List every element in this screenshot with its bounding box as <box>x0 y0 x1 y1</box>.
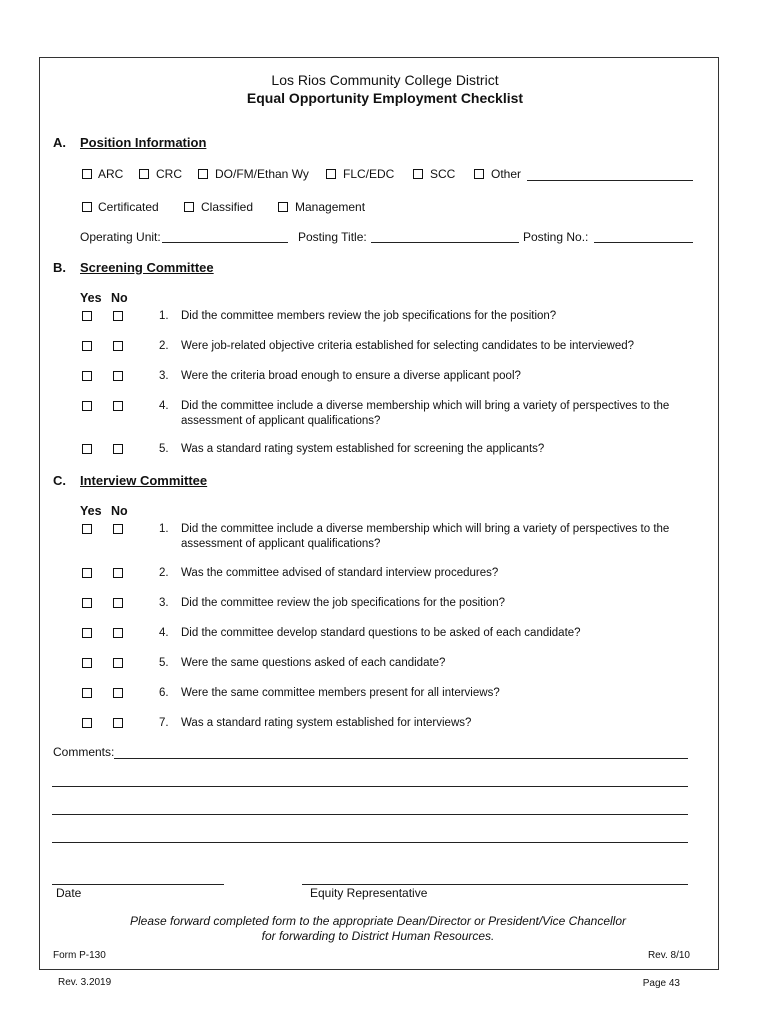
yes-checkbox[interactable] <box>82 568 92 578</box>
question-text: Were the same questions asked of each candidate? <box>181 657 446 669</box>
campus-other-checkbox[interactable] <box>474 169 484 179</box>
question-text: Did the committee develop standard questions to be asked of each candidate? <box>181 627 581 639</box>
category-management-checkbox[interactable] <box>278 202 288 212</box>
yes-checkbox[interactable] <box>82 688 92 698</box>
question-text: Was the committee advised of standard interview procedures? <box>181 567 499 579</box>
no-checkbox[interactable] <box>113 718 123 728</box>
org-name: Los Rios Community College District <box>271 72 499 88</box>
campus-flc-edc-label: FLC/EDC <box>343 167 395 181</box>
campus-arc-checkbox[interactable] <box>82 169 92 179</box>
question-text: assessment of applicant qualifications? <box>181 538 381 550</box>
page-title: Equal Opportunity Employment Checklist <box>246 90 524 106</box>
posting-title-label: Posting Title: <box>298 230 367 244</box>
campus-do-fm-ethan-wy-label: DO/FM/Ethan Wy <box>215 167 309 181</box>
section-b-no-header: No <box>111 291 128 305</box>
question-number: 4. <box>159 627 169 639</box>
page-revision: Rev. 3.2019 <box>58 977 112 988</box>
section-c-letter: C. <box>53 473 66 488</box>
campus-crc-label: CRC <box>156 167 182 181</box>
yes-checkbox[interactable] <box>82 628 92 638</box>
question-text: assessment of applicant qualifications? <box>181 415 381 427</box>
other-field[interactable] <box>527 180 693 181</box>
campus-crc-checkbox[interactable] <box>139 169 149 179</box>
no-checkbox[interactable] <box>113 568 123 578</box>
yes-checkbox[interactable] <box>82 658 92 668</box>
operating-unit-field[interactable] <box>162 242 288 243</box>
question-number: 1. <box>159 310 169 322</box>
yes-checkbox[interactable] <box>82 598 92 608</box>
no-checkbox[interactable] <box>113 401 123 411</box>
section-b-title: Screening Committee <box>80 260 214 275</box>
form-id: Form P-130 <box>53 950 106 961</box>
yes-checkbox[interactable] <box>82 341 92 351</box>
question-number: 6. <box>159 687 169 699</box>
no-checkbox[interactable] <box>113 371 123 381</box>
yes-checkbox[interactable] <box>82 718 92 728</box>
form-revision: Rev. 8/10 <box>647 950 690 961</box>
yes-checkbox[interactable] <box>82 371 92 381</box>
section-b-letter: B. <box>53 260 66 275</box>
question-text: Were job-related objective criteria established for selecting candidates to be interviewed? <box>181 340 635 352</box>
no-checkbox[interactable] <box>113 598 123 608</box>
question-text: Were the criteria broad enough to ensure a diverse applicant pool? <box>181 370 521 382</box>
equity-representative-field[interactable] <box>302 884 688 885</box>
comments-line-1[interactable] <box>114 758 688 759</box>
no-checkbox[interactable] <box>113 341 123 351</box>
comments-line-4[interactable] <box>52 842 688 843</box>
no-checkbox[interactable] <box>113 688 123 698</box>
no-checkbox[interactable] <box>113 658 123 668</box>
question-number: 4. <box>159 400 169 412</box>
section-c-no-header: No <box>111 504 128 518</box>
posting-title-field[interactable] <box>371 242 519 243</box>
instructions-line-1: Please forward completed form to the appropriate Dean/Director or President/Vice Chancellor <box>129 914 627 928</box>
no-checkbox[interactable] <box>113 524 123 534</box>
equity-representative-label: Equity Representative <box>310 886 428 900</box>
question-number: 3. <box>159 597 169 609</box>
yes-checkbox[interactable] <box>82 444 92 454</box>
question-text: Did the committee members review the job specifications for the position? <box>181 310 557 322</box>
section-a-letter: A. <box>53 135 66 150</box>
page-number: Page 43 <box>642 978 680 989</box>
no-checkbox[interactable] <box>113 444 123 454</box>
question-text: Was a standard rating system established for screening the applicants? <box>181 443 545 455</box>
section-a-title: Position Information <box>80 135 207 150</box>
campus-other-label: Other <box>491 167 522 181</box>
question-number: 1. <box>159 523 169 535</box>
question-text: Was a standard rating system established for interviews? <box>181 717 472 729</box>
section-c-title: Interview Committee <box>80 473 208 488</box>
posting-no-label: Posting No.: <box>523 230 589 244</box>
operating-unit-label: Operating Unit: <box>80 230 161 244</box>
question-number: 2. <box>159 567 169 579</box>
campus-arc-label: ARC <box>98 167 124 181</box>
category-classified-label: Classified <box>201 200 254 214</box>
campus-scc-label: SCC <box>430 167 456 181</box>
comments-line-2[interactable] <box>52 786 688 787</box>
category-certificated-checkbox[interactable] <box>82 202 92 212</box>
yes-checkbox[interactable] <box>82 311 92 321</box>
campus-scc-checkbox[interactable] <box>413 169 423 179</box>
question-number: 2. <box>159 340 169 352</box>
category-classified-checkbox[interactable] <box>184 202 194 212</box>
date-field[interactable] <box>52 884 224 885</box>
campus-do-fm-ethan-wy-checkbox[interactable] <box>198 169 208 179</box>
question-text: Did the committee review the job specifications for the position? <box>181 597 506 609</box>
question-number: 5. <box>159 657 169 669</box>
section-b-yes-header: Yes <box>80 291 102 305</box>
question-number: 7. <box>159 717 169 729</box>
posting-no-field[interactable] <box>594 242 693 243</box>
section-c-yes-header: Yes <box>80 504 102 518</box>
yes-checkbox[interactable] <box>82 401 92 411</box>
comments-line-3[interactable] <box>52 814 688 815</box>
question-number: 5. <box>159 443 169 455</box>
question-number: 3. <box>159 370 169 382</box>
no-checkbox[interactable] <box>113 628 123 638</box>
yes-checkbox[interactable] <box>82 524 92 534</box>
form-border <box>39 57 719 970</box>
question-text: Did the committee include a diverse membership which will bring a variety of perspectives to the <box>181 523 670 535</box>
campus-flc-edc-checkbox[interactable] <box>326 169 336 179</box>
category-management-label: Management <box>295 200 366 214</box>
comments-label: Comments: <box>53 745 115 759</box>
date-label: Date <box>56 886 82 900</box>
category-certificated-label: Certificated <box>98 200 159 214</box>
instructions-line-2: for forwarding to District Human Resources. <box>261 929 495 943</box>
no-checkbox[interactable] <box>113 311 123 321</box>
question-text: Were the same committee members present for all interviews? <box>181 687 500 699</box>
question-text: Did the committee include a diverse membership which will bring a variety of perspectives to the <box>181 400 670 412</box>
